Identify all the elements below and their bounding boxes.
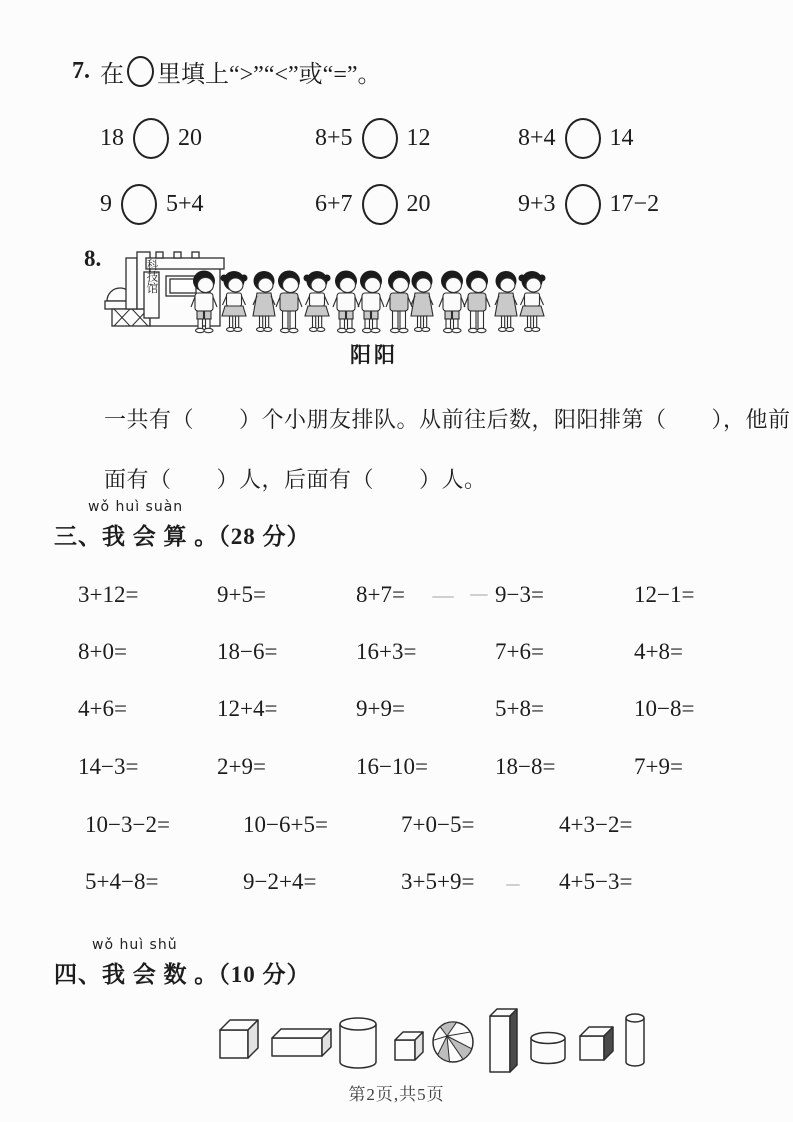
equation: 7+9=: [634, 754, 683, 779]
comparison-left: 9: [100, 191, 112, 217]
section3-pinyin: wǒ huì suàn: [88, 499, 184, 515]
scan-artifact: [470, 594, 488, 596]
answer-circle: [133, 118, 169, 159]
equation: 8+7=: [356, 582, 405, 607]
equation: 10−3−2=: [85, 812, 170, 837]
building-sign-label: 科技馆: [145, 258, 158, 294]
equation: 9−3=: [495, 582, 544, 607]
cylinder-icon: [340, 1018, 376, 1068]
child-figure: [276, 271, 302, 333]
question8-number: 8.: [84, 246, 102, 271]
question7-title: [72, 54, 382, 89]
equation: 9+5=: [217, 582, 266, 607]
comparison-left: 6+7: [315, 191, 353, 217]
cube-icon: [220, 1020, 258, 1058]
cube-small-icon: [395, 1032, 423, 1060]
child-figure: [304, 271, 331, 332]
equation: 7+6=: [495, 639, 544, 664]
equation: 4+3−2=: [559, 812, 633, 837]
comparison-item: [518, 184, 659, 225]
child-figure: [253, 271, 275, 332]
comparison-left: 18: [100, 125, 124, 151]
equation: 4+5−3=: [559, 869, 633, 894]
equation: 4+6=: [78, 696, 127, 721]
child-figure: [495, 271, 517, 332]
section3-heading: 三、我 会 算 。（28 分）: [54, 524, 311, 549]
child-figure: [464, 271, 490, 333]
equation-row: [78, 582, 773, 608]
equation-row: [78, 754, 773, 780]
equation: 2+9=: [217, 754, 266, 779]
equation: 5+4−8=: [85, 869, 159, 894]
equation: 16−10=: [356, 754, 428, 779]
child-figure: [358, 271, 384, 333]
child-figure: [411, 271, 433, 332]
equation-row: [78, 639, 773, 665]
comparison-item: [315, 184, 431, 225]
comparison-item: [315, 118, 431, 159]
comparison-item: [518, 118, 634, 159]
comparison-item: [100, 118, 202, 159]
equation: 4+8=: [634, 639, 683, 664]
comparison-right: 12: [406, 125, 431, 151]
question7-text-post: 里填上“>”“<”或“=”。: [157, 62, 382, 88]
comparison-right: 14: [609, 125, 634, 151]
equation: 8+0=: [78, 639, 127, 664]
comparison-right: 20: [406, 191, 431, 217]
answer-circle: [362, 118, 398, 159]
answer-circle: [565, 184, 601, 225]
yangyang-label: 阳阳: [350, 343, 398, 367]
equation: 3+5+9=: [401, 869, 475, 894]
comparison-left: 8+5: [315, 125, 353, 151]
question8-line1: 一共有（ ）个小朋友排队。从前往后数，阳阳排第（ ），他前: [104, 407, 791, 432]
page-indicator: 第2页,共5页: [348, 1085, 445, 1104]
equation: 14−3=: [78, 754, 139, 779]
equation: 10−6+5=: [243, 812, 328, 837]
comparison-right: 17−2: [609, 191, 660, 217]
equation: 16+3=: [356, 639, 417, 664]
equation-row: [78, 696, 773, 722]
blank-circle-icon: [127, 56, 154, 87]
cuboid-tall-icon: [490, 1009, 517, 1072]
equation: 9+9=: [356, 696, 405, 721]
question7-text-pre: 在: [100, 62, 124, 88]
equation: 5+8=: [495, 696, 544, 721]
equation: 18−8=: [495, 754, 556, 779]
solid-shapes-row: [210, 1000, 650, 1080]
section4-pinyin: wǒ huì shǔ: [92, 937, 178, 953]
equation: 12+4=: [217, 696, 278, 721]
question8-line2: 面有（ ）人，后面有（ ）人。: [104, 467, 487, 492]
ball-icon: [433, 1022, 473, 1062]
comparison-left: 8+4: [518, 125, 556, 151]
child-figure: [439, 271, 465, 333]
equation: 18−6=: [217, 639, 278, 664]
equation: 7+0−5=: [401, 812, 475, 837]
cuboid-icon: [272, 1029, 331, 1056]
cylinder-thin-icon: [626, 1014, 644, 1066]
scan-artifact: [432, 596, 454, 598]
section4-heading: 四、我 会 数 。（10 分）: [54, 962, 311, 987]
child-figure: [221, 271, 248, 332]
comparison-item: [100, 184, 204, 225]
queue-scene-illustration: [104, 246, 584, 341]
comparison-right: 5+4: [166, 191, 204, 217]
child-figure: [519, 271, 546, 332]
child-figure: [386, 271, 412, 333]
comparison-right: 20: [178, 125, 202, 151]
equation: 10−8=: [634, 696, 695, 721]
equation: 9−2+4=: [243, 869, 317, 894]
child-figure-yangyang: [333, 271, 359, 333]
answer-circle: [565, 118, 601, 159]
scan-artifact: [506, 884, 520, 886]
answer-circle: [121, 184, 157, 225]
equation-row: [85, 869, 717, 895]
equation: 12−1=: [634, 582, 695, 607]
comparison-left: 9+3: [518, 191, 556, 217]
question7-number: 7.: [72, 58, 90, 84]
cylinder-short-icon: [531, 1033, 565, 1064]
answer-circle: [362, 184, 398, 225]
equation: 3+12=: [78, 582, 139, 607]
equation-row: [85, 812, 717, 838]
cube-icon: [580, 1027, 613, 1060]
